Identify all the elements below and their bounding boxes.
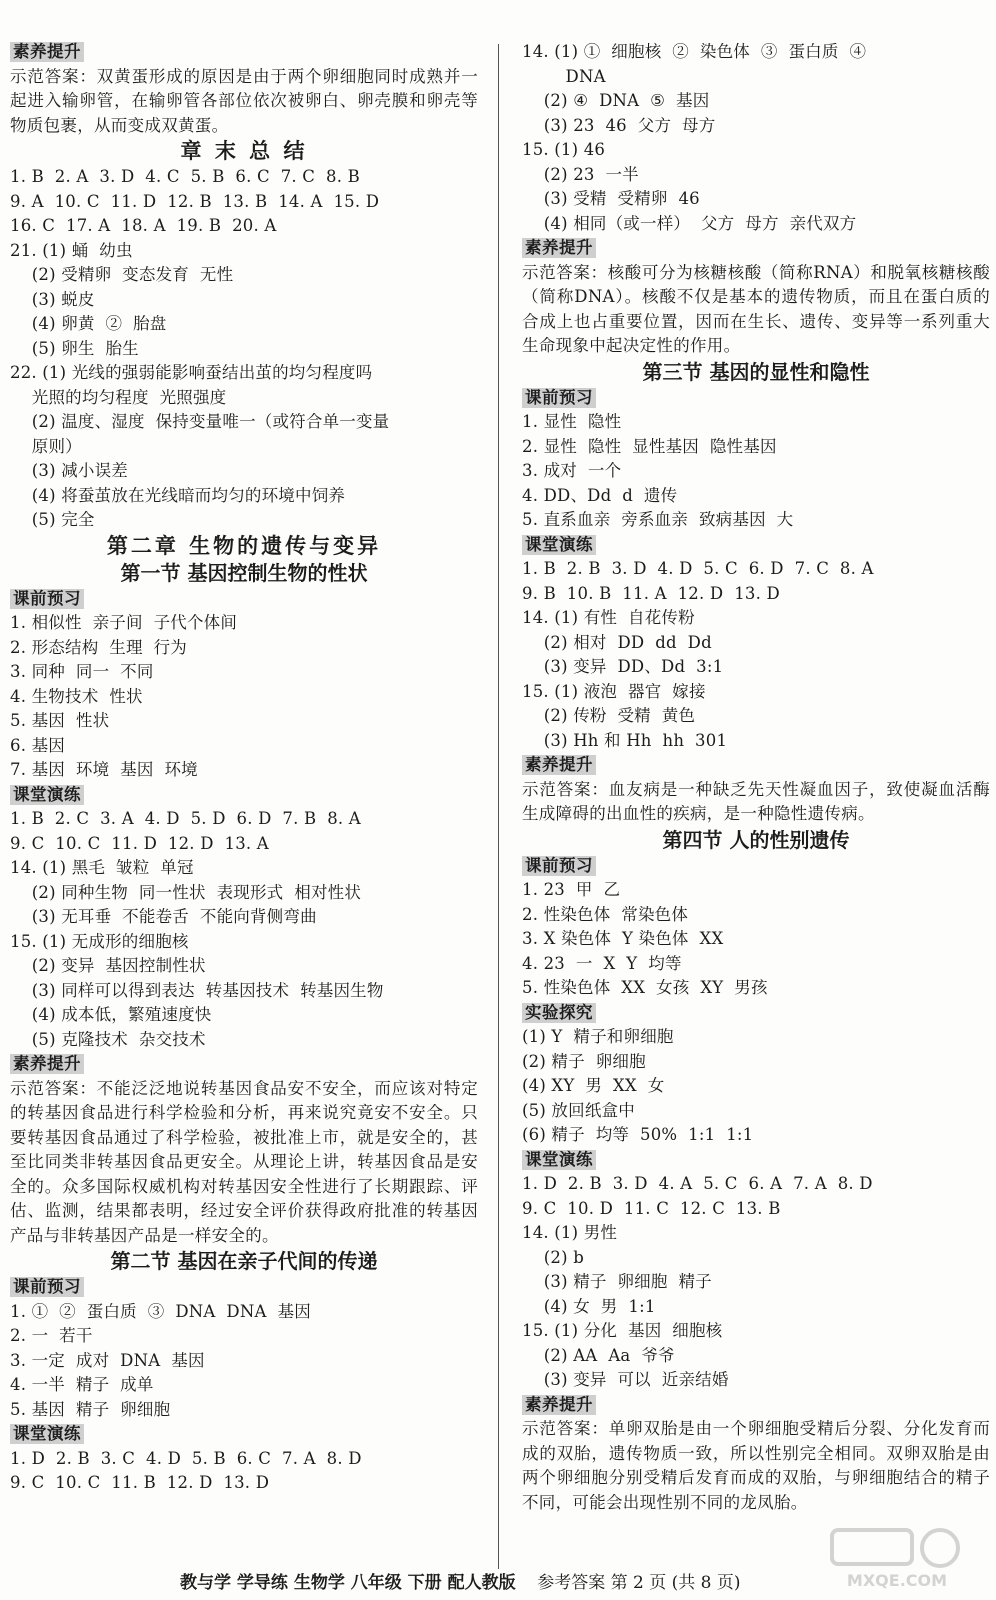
section-label-text: 课前预习 — [522, 388, 596, 408]
section-label-text: 课堂演练 — [10, 1424, 84, 1444]
answer-line: 15. (1) 分化 基因 细胞核 — [522, 1321, 723, 1340]
answer-line: (2) 传粉 受精 黄色 — [522, 706, 696, 725]
answer-line: 1. B 2. B 3. D 4. D 5. C 6. D 7. C 8. A — [522, 559, 874, 578]
section-label — [522, 533, 990, 558]
answer-line: 2. 显性 隐性 显性基因 隐性基因 — [522, 436, 777, 456]
answer-line: 4. 一半 精子 成单 — [10, 1375, 154, 1394]
section-label-text: 课前预习 — [10, 589, 84, 609]
section-label — [10, 1275, 478, 1300]
answer-line: (4) 相同（或一样） 父方 母方 亲代双方 — [522, 213, 857, 233]
answer-line: (5) 放回纸盒中 — [522, 1100, 635, 1120]
answer-line: (4) XY 男 XX 女 — [522, 1076, 665, 1095]
answer-line: 14. (1) 黑毛 皱粒 单冠 — [10, 858, 194, 877]
answer-line: (3) 变异 可以 近亲结婚 — [522, 1370, 729, 1389]
answer-line: 4. DD、Dd d 遗传 — [522, 485, 678, 505]
answer-line: (2) AA Aa 爷爷 — [522, 1345, 675, 1365]
answer-line: 1. B 2. C 3. A 4. D 5. D 6. D 7. B 8. A — [10, 809, 361, 828]
answer-line: (5) 克隆技术 杂交技术 — [10, 1029, 206, 1049]
section-title: 第三节 基因的显性和隐性 — [642, 359, 870, 384]
answer-line: 9. A 10. C 11. D 12. B 13. B 14. A 15. D — [10, 191, 380, 211]
answer-line: 7. 基因 环境 基因 环境 — [10, 760, 198, 779]
answer-line: (2) 同种生物 同一性状 表现形式 相对性状 — [10, 882, 362, 902]
answer-line: 2. 性染色体 常染色体 — [522, 904, 689, 924]
section-label-text: 素养提升 — [522, 755, 596, 775]
answer-paragraph: 示范答案：血友病是一种缺乏先天性凝血因子，致使凝血活酶生成障碍的出血性的疾病，是一种隐性遗传病。 — [522, 779, 990, 823]
section-label-text: 课堂演练 — [10, 785, 84, 805]
answer-line: 15. (1) 液泡 器官 嫁接 — [522, 681, 706, 701]
answer-line: 5. 直系血亲 旁系血亲 致病基因 大 — [522, 510, 794, 529]
chapter-title: 第二章 生物的遗传与变异 — [106, 533, 382, 558]
section-label — [522, 386, 990, 411]
answer-line: 16. C 17. A 18. A 19. B 20. A — [10, 216, 277, 235]
answer-line: (3) 无耳垂 不能卷舌 不能向背侧弯曲 — [10, 907, 317, 926]
watermark-text: MXQE.COM — [846, 1571, 948, 1590]
footer-page-ref: 参考答案 第 2 页 (共 8 页) — [537, 1573, 741, 1593]
section-label-text: 素养提升 — [10, 42, 84, 62]
section-label-text: 课堂演练 — [522, 1150, 596, 1170]
section-label — [10, 1052, 478, 1077]
answer-line: (2) 受精卵 变态发育 无性 — [10, 265, 234, 284]
answer-line: 3. X 染色体 Y 染色体 XX — [522, 929, 724, 948]
answer-line: 1. D 2. B 3. D 4. A 5. C 6. A 7. A 8. D — [522, 1174, 873, 1193]
section-label — [10, 1422, 478, 1447]
section-label — [10, 40, 478, 65]
answer-line: (4) 卵黄 ② 胎盘 — [10, 314, 167, 333]
answer-line: 4. 生物技术 性状 — [10, 686, 143, 706]
answer-line: (3) Hh 和 Hh hh 301 — [522, 730, 728, 750]
answer-line: 9. B 10. B 11. A 12. D 13. D — [522, 583, 780, 603]
answer-line: (5) 完全 — [10, 510, 95, 529]
answer-line: DNA — [522, 66, 606, 86]
answer-paragraph: 示范答案：双黄蛋形成的原因是由于两个卵细胞同时成熟并一起进入输卵管，在输卵管各部位依次被卵白、卵壳膜和卵壳等物质包裹，从而变成双黄蛋。 — [10, 66, 478, 135]
answer-line: 1. 23 甲 乙 — [522, 880, 621, 899]
answer-line: 1. B 2. A 3. D 4. C 5. B 6. C 7. C 8. B — [10, 167, 360, 186]
answer-line: (5) 卵生 胎生 — [10, 338, 139, 358]
answer-line: 14. (1) ① 细胞核 ② 染色体 ③ 蛋白质 ④ — [522, 42, 867, 61]
answer-line: 光照的均匀程度 光照强度 — [10, 387, 227, 407]
answer-line: 4. 23 一 X Y 均等 — [522, 953, 682, 973]
answer-line: 2. 形态结构 生理 行为 — [10, 637, 187, 657]
right-column — [522, 40, 990, 1515]
column-divider — [498, 44, 499, 1569]
section-title: 第四节 人的性别遗传 — [662, 827, 850, 852]
chapter-title: 章 末 总 结 — [180, 139, 308, 163]
answer-line: 3. 成对 一个 — [522, 461, 622, 480]
footer-series: 教与学 学导练 生物学 八年级 下册 配人教版 — [180, 1573, 516, 1593]
answer-line: 15. (1) 46 — [522, 140, 606, 159]
answer-line: 5. 基因 性状 — [10, 711, 110, 730]
section-label — [10, 587, 478, 612]
answer-line: 9. C 10. C 11. B 12. D 13. D — [10, 1473, 270, 1492]
answer-line: 22. (1) 光线的强弱能影响蚕结出茧的均匀程度吗 — [10, 363, 373, 382]
answer-line: (3) 蜕皮 — [10, 289, 95, 309]
section-label-text: 素养提升 — [522, 1395, 596, 1415]
answer-line: (3) 变异 DD、Dd 3:1 — [522, 657, 724, 676]
section-label-text: 课前预习 — [10, 1277, 84, 1297]
section-label-text: 素养提升 — [522, 238, 596, 258]
answer-line: 14. (1) 有性 自花传粉 — [522, 608, 695, 627]
answer-line: (4) 女 男 1:1 — [522, 1296, 656, 1316]
answer-line: 3. 同种 同一 不同 — [10, 662, 154, 681]
answer-line: 5. 性染色体 XX 女孩 XY 男孩 — [522, 978, 768, 997]
section-label — [522, 1393, 990, 1418]
answer-line: (2) ④ DNA ⑤ 基因 — [522, 91, 710, 110]
answer-line: 1. 相似性 亲子间 子代个体间 — [10, 613, 238, 632]
answer-paragraph: 示范答案：不能泛泛地说转基因食品安不安全，而应该对特定的转基因食品进行科学检验和分析，再来说究竟安不安全。只要转基因食品通过了科学检验，被批准上市，就是安全的，甚至比同类非转基因食品更安全。从理论上讲，转基因食品是安全的。众多国际权威机构对转基因安全性进行了长期跟踪、评估、监测，结果都表明，经过安全评价获得政府批准的转基因产品与非转基因产品是一样安全的。 — [10, 1078, 478, 1245]
answer-line: (2) 23 一半 — [522, 164, 639, 184]
watermark-logo — [822, 1522, 972, 1592]
section-label — [522, 1001, 990, 1026]
answer-line: (3) 同样可以得到表达 转基因技术 转基因生物 — [10, 980, 384, 1000]
section-label — [522, 1148, 990, 1173]
section-label — [522, 753, 990, 778]
answer-paragraph: 示范答案：单卵双胎是由一个卵细胞受精后分裂、分化发育而成的双胎，遗传物质一致，所以性别完全相同。双卵双胎是由两个卵细胞分别受精后发育而成的双胎，与卵细胞结合的精子不同，可能会出现性别不同的龙凤胎。 — [522, 1419, 990, 1512]
section-label — [522, 236, 990, 261]
answer-line: (6) 精子 均等 50% 1:1 1:1 — [522, 1125, 754, 1144]
answer-line: 9. C 10. D 11. C 12. C 13. B — [522, 1198, 781, 1218]
answer-line: (2) 变异 基因控制性状 — [10, 956, 206, 975]
answer-line: (2) b — [522, 1247, 584, 1267]
answer-line: 1. D 2. B 3. C 4. D 5. B 6. C 7. A 8. D — [10, 1448, 362, 1468]
answer-line: 1. ① ② 蛋白质 ③ DNA DNA 基因 — [10, 1301, 311, 1321]
answer-line: (4) 成本低，繁殖速度快 — [10, 1005, 212, 1024]
section-label-text: 课堂演练 — [522, 535, 596, 555]
answer-line: 6. 基因 — [10, 735, 65, 755]
section-title: 第二节 基因在亲子代间的传递 — [110, 1249, 378, 1273]
answer-line: 1. 显性 隐性 — [522, 412, 622, 431]
answer-line: (2) 温度、湿度 保持变量唯一（或符合单一变量 — [10, 412, 390, 431]
answer-line: (3) 精子 卵细胞 精子 — [522, 1272, 712, 1291]
answer-line: 9. C 10. C 11. D 12. D 13. A — [10, 833, 269, 853]
left-column — [10, 40, 478, 1496]
answer-line: (2) 相对 DD dd Dd — [522, 632, 712, 652]
section-label-text: 实验探究 — [522, 1003, 596, 1023]
answer-line: (3) 减小误差 — [10, 461, 128, 480]
answer-paragraph: 示范答案：核酸可分为核糖核酸（简称RNA）和脱氧核糖核酸（简称DNA）。核酸不仅是基本的遗传物质，而且在蛋白质的合成上也占重要位置，因而在生长、遗传、变异等一系列重大生命现象中起决定性的作用。 — [522, 262, 990, 355]
section-title: 第一节 基因控制生物的性状 — [120, 560, 368, 585]
section-label — [10, 783, 478, 808]
answer-line: (3) 23 46 父方 母方 — [522, 115, 716, 135]
answer-line: (1) Y 精子和卵细胞 — [522, 1027, 674, 1046]
answer-line: 21. (1) 蛹 幼虫 — [10, 240, 133, 260]
answer-line: 15. (1) 无成形的细胞核 — [10, 931, 189, 951]
answer-line: (2) 精子 卵细胞 — [522, 1051, 646, 1071]
answer-line: 2. 一 若干 — [10, 1326, 93, 1345]
section-label-text: 素养提升 — [10, 1054, 84, 1074]
answer-line: 原则） — [10, 436, 82, 456]
answer-line: 5. 基因 精子 卵细胞 — [10, 1399, 171, 1419]
section-label-text: 课前预习 — [522, 856, 596, 876]
section-label — [522, 854, 990, 879]
answer-line: (3) 受精 受精卵 46 — [522, 189, 700, 208]
answer-line: (4) 将蚕茧放在光线暗而均匀的环境中饲养 — [10, 485, 346, 505]
answer-line: 3. 一定 成对 DNA 基因 — [10, 1350, 205, 1370]
answer-line: 14. (1) 男性 — [522, 1223, 618, 1242]
